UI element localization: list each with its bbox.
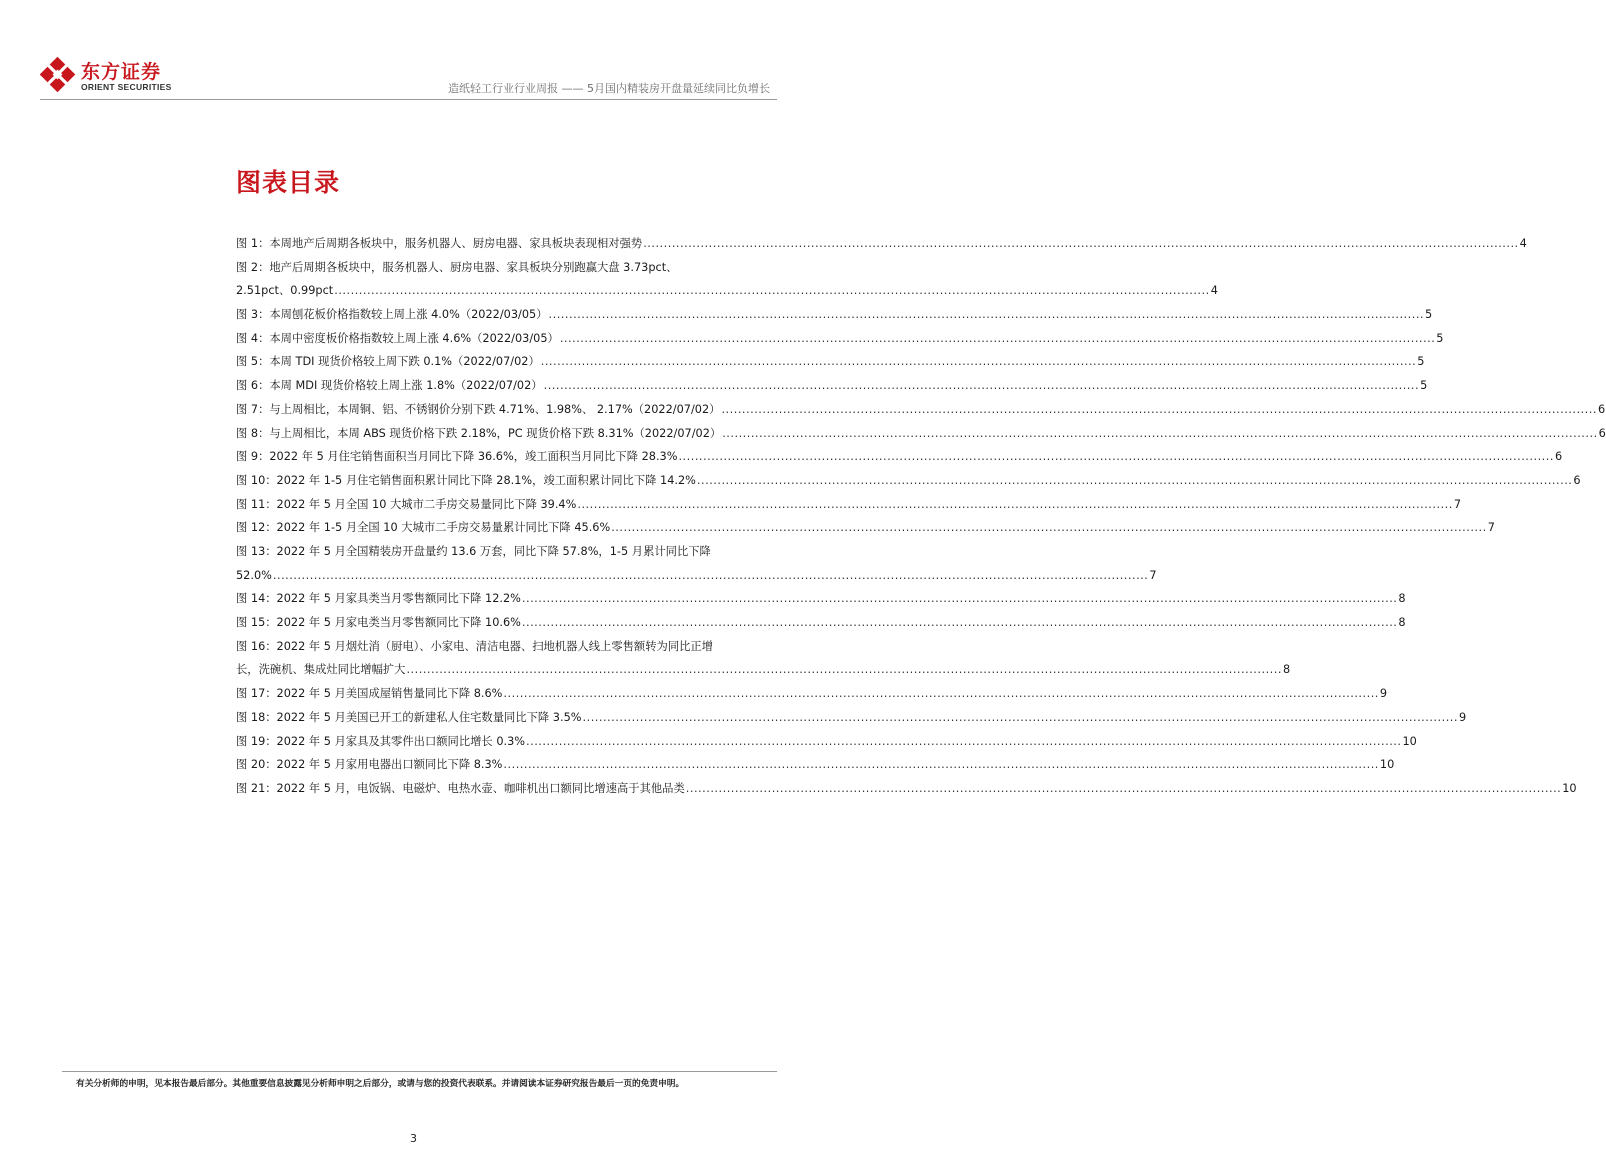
toc-entry[interactable] — [236, 706, 1467, 730]
toc-page-number: 10 — [1402, 734, 1417, 748]
toc-entry[interactable] — [236, 374, 1428, 398]
toc-dot-leader — [503, 682, 1378, 706]
toc-dot-leader — [697, 469, 1572, 493]
toc-page-number: 7 — [1487, 521, 1495, 535]
toc-dot-leader — [273, 564, 1148, 588]
toc-entry-text: 2.51pct、0.99pct — [236, 284, 334, 298]
toc-page-number: 9 — [1458, 710, 1467, 724]
toc-entry-text: 图 18：2022 年 5 月美国已开工的新建私人住宅数量同比下降 3.5% — [236, 710, 582, 724]
toc-page-number: 10 — [1379, 758, 1395, 772]
report-header-title: 造纸轻工行业行业周报 —— 5月国内精装房开盘量延续同比负增长 — [448, 82, 770, 95]
toc-title: 图表目录 — [236, 168, 341, 197]
toc-dot-leader — [583, 706, 1458, 730]
toc-entry[interactable] — [236, 730, 1417, 754]
company-logo — [40, 57, 190, 97]
toc-entry-text: 图 7：与上周相比，本周铜、铝、不锈钢价分别下跌 4.71%、1.98%、 2.17%（2022/07/02） — [236, 402, 721, 416]
toc-entry[interactable] — [236, 422, 1606, 446]
toc-page-number: 8 — [1398, 592, 1406, 606]
toc-entry[interactable] — [236, 635, 1291, 682]
toc-entry[interactable] — [236, 350, 1425, 374]
toc-entry-line2 — [236, 564, 1157, 588]
page-number: 3 — [410, 1132, 417, 1145]
toc-entry-text: 图 9：2022 年 5 月住宅销售面积当月同比下降 36.6%，竣工面积当月同比下降 28.3% — [236, 450, 678, 464]
toc-dot-leader — [721, 398, 1596, 422]
figure-list — [236, 232, 1606, 801]
toc-dot-leader — [560, 327, 1435, 351]
toc-entry-text: 图 5：本周 TDI 现货价格较上周下跌 0.1%（2022/07/02） — [236, 355, 540, 369]
toc-entry[interactable] — [236, 753, 1395, 777]
logo-english-name: ORIENT SECURITIES — [81, 82, 172, 92]
toc-entry-line2 — [236, 658, 1291, 682]
toc-entry-text-line1: 图 2：地产后周期各板块中，服务机器人、厨房电器、家具板块分别跑赢大盘 3.73pct、 — [236, 260, 678, 274]
toc-entry[interactable] — [236, 611, 1406, 635]
disclaimer-text: 有关分析师的申明，见本报告最后部分。其他重要信息披露见分析师申明之后部分，或请与您的投资代表联系。并请阅读本证券研究报告最后一页的免责申明。 — [76, 1079, 685, 1089]
toc-dot-leader — [544, 374, 1419, 398]
toc-dot-leader — [577, 493, 1452, 517]
toc-entry-text: 图 6：本周 MDI 现货价格较上周上涨 1.8%（2022/07/02） — [236, 379, 543, 393]
toc-entry-text-line1: 图 13：2022 年 5 月全国精装房开盘量约 13.6 万套，同比下降 57.8%，1-5 月累计同比下降 — [236, 544, 711, 558]
toc-entry[interactable] — [236, 445, 1563, 469]
toc-entry[interactable] — [236, 469, 1581, 493]
header-divider — [40, 99, 777, 100]
toc-page-number: 5 — [1425, 308, 1433, 322]
toc-page-number: 5 — [1420, 379, 1428, 393]
footer-divider — [62, 1071, 777, 1072]
toc-dot-leader — [522, 611, 1397, 635]
toc-dot-leader — [541, 350, 1416, 374]
toc-dot-leader — [522, 587, 1397, 611]
toc-entry-text: 图 15：2022 年 5 月家电类当月零售额同比下降 10.6% — [236, 616, 521, 630]
toc-page-number: 7 — [1453, 497, 1462, 511]
toc-entry-text: 图 4：本周中密度板价格指数较上周上涨 4.6%（2022/03/05） — [236, 331, 559, 345]
toc-entry-text: 图 8：与上周相比，本周 ABS 现货价格下跌 2.18%，PC 现货价格下跌 8.31%（2022/07/02） — [236, 426, 722, 440]
toc-page-number: 6 — [1554, 450, 1563, 464]
toc-page-number: 6 — [1598, 426, 1606, 440]
toc-entry[interactable] — [236, 516, 1495, 540]
toc-entry-text: 52.0% — [236, 568, 272, 582]
toc-dot-leader — [611, 516, 1486, 540]
toc-dot-leader — [526, 730, 1401, 754]
toc-entry-text: 图 21：2022 年 5 月，电饭锅、电磁炉、电热水壶、咖啡机出口额同比增速高于其他品类 — [236, 781, 685, 795]
toc-entry-text: 图 3：本周刨花板价格指数较上周上涨 4.0%（2022/03/05） — [236, 308, 548, 322]
toc-page-number: 6 — [1597, 402, 1606, 416]
toc-page-number: 8 — [1398, 616, 1406, 630]
toc-dot-leader — [686, 777, 1561, 801]
toc-entry-text: 长，洗碗机、集成灶同比增幅扩大 — [236, 663, 406, 677]
toc-entry-text: 图 20：2022 年 5 月家用电器出口额同比下降 8.3% — [236, 758, 503, 772]
toc-entry-text: 图 11：2022 年 5 月全国 10 大城市二手房交易量同比下降 39.4% — [236, 497, 577, 511]
toc-entry[interactable] — [236, 256, 1218, 303]
toc-entry-text-line1: 图 16：2022 年 5 月烟灶消（厨电）、小家电、清洁电器、扫地机器人线上零售额转为同比正增 — [236, 639, 714, 653]
toc-dot-leader — [678, 445, 1553, 469]
toc-entry[interactable] — [236, 587, 1406, 611]
toc-dot-leader — [643, 232, 1518, 256]
toc-entry[interactable] — [236, 398, 1606, 422]
toc-dot-leader — [334, 279, 1209, 303]
toc-page-number: 8 — [1282, 663, 1291, 677]
toc-entry[interactable] — [236, 777, 1577, 801]
toc-entry-text: 图 17：2022 年 5 月美国成屋销售量同比下降 8.6% — [236, 687, 503, 701]
toc-page-number: 5 — [1417, 355, 1425, 369]
toc-entry[interactable] — [236, 303, 1433, 327]
toc-page-number: 5 — [1436, 331, 1444, 345]
toc-entry[interactable] — [236, 682, 1388, 706]
toc-entry-text: 图 12：2022 年 1-5 月全国 10 大城市二手房交易量累计同比下降 45.6% — [236, 521, 611, 535]
toc-dot-leader — [503, 753, 1378, 777]
toc-dot-leader — [406, 658, 1281, 682]
toc-entry[interactable] — [236, 493, 1462, 517]
toc-entry-text: 图 10：2022 年 1-5 月住宅销售面积累计同比下降 28.1%，竣工面积累计同比下降 14.2% — [236, 473, 696, 487]
toc-entry-line2 — [236, 279, 1218, 303]
logo-chinese-name: 东方证券 — [81, 61, 162, 83]
toc-entry[interactable] — [236, 540, 1157, 587]
toc-page-number: 6 — [1573, 473, 1581, 487]
toc-entry-text: 图 1：本周地产后周期各板块中，服务机器人、厨房电器、家具板块表现相对强势 — [236, 237, 643, 250]
toc-entry[interactable] — [236, 232, 1527, 256]
toc-page-number: 7 — [1149, 568, 1157, 582]
toc-page-number: 4 — [1519, 237, 1527, 250]
toc-page-number: 4 — [1210, 284, 1218, 298]
toc-entry-text: 图 14：2022 年 5 月家具类当月零售额同比下降 12.2% — [236, 592, 521, 606]
toc-page-number: 10 — [1562, 781, 1577, 795]
toc-dot-leader — [722, 422, 1597, 446]
orient-logo-icon — [40, 57, 76, 93]
toc-entry-text: 图 19：2022 年 5 月家具及其零件出口额同比增长 0.3% — [236, 734, 526, 748]
toc-dot-leader — [549, 303, 1424, 327]
toc-page-number: 9 — [1379, 687, 1388, 701]
toc-entry[interactable] — [236, 327, 1444, 351]
